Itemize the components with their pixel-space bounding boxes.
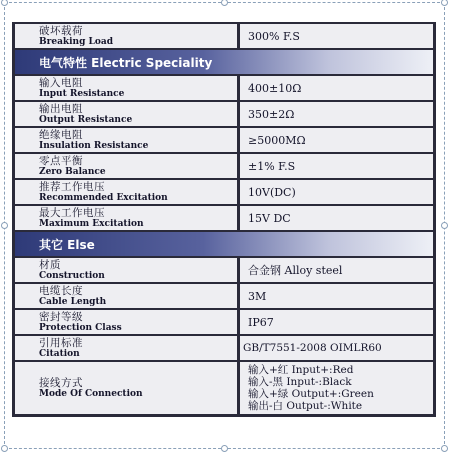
label-chinese: 接线方式 <box>39 376 83 389</box>
table-row <box>15 336 433 360</box>
label-english: Citation <box>39 348 80 359</box>
label-chinese: 零点平衡 <box>39 154 83 167</box>
label-chinese: 输出电阻 <box>39 102 83 115</box>
row-value: 合金钢 Alloy steel <box>240 258 433 282</box>
row-label <box>15 206 237 230</box>
label-chinese: 绝缘电阻 <box>39 128 83 141</box>
row-label <box>15 24 237 48</box>
table-row-connection <box>15 362 433 414</box>
row-value: ±1% F.S <box>240 154 433 178</box>
section-header-electric: 电气特性 Electric Speciality <box>15 50 433 74</box>
label-chinese: 最大工作电压 <box>39 206 105 219</box>
table-row <box>15 24 433 48</box>
label-english: Protection Class <box>39 322 122 333</box>
label-chinese: 引用标准 <box>39 336 83 349</box>
resize-handle-middle-left[interactable] <box>1 222 8 229</box>
row-label <box>15 310 237 334</box>
row-value: 10V(DC) <box>240 180 433 204</box>
label-chinese: 推荐工作电压 <box>39 180 105 193</box>
connection-line: 输入+红 Input+:Red <box>248 364 354 376</box>
row-value: 400±10Ω <box>240 76 433 100</box>
label-english: Breaking Load <box>39 36 113 47</box>
resize-handle-top-right[interactable] <box>441 0 448 6</box>
label-chinese: 电缆长度 <box>39 284 83 297</box>
connection-values <box>240 362 433 414</box>
table-row <box>15 310 433 334</box>
row-value: 3M <box>240 284 433 308</box>
label-english: Cable Length <box>39 296 107 307</box>
label-chinese: 破坏载荷 <box>39 24 83 37</box>
label-english: Insulation Resistance <box>39 140 149 151</box>
table-row <box>15 180 433 204</box>
row-value: IP67 <box>240 310 433 334</box>
table-row <box>15 258 433 282</box>
table-row <box>15 128 433 152</box>
section-header-else: 其它 Else <box>15 232 433 256</box>
row-label <box>15 128 237 152</box>
connection-line: 输入+绿 Output+:Green <box>248 388 374 400</box>
table-row <box>15 284 433 308</box>
table-row <box>15 76 433 100</box>
label-chinese: 材质 <box>39 258 61 271</box>
label-english: Input Resistance <box>39 88 125 99</box>
row-label <box>15 180 237 204</box>
label-english: Recommended Excitation <box>39 192 168 203</box>
label-chinese: 密封等级 <box>39 310 83 323</box>
resize-handle-middle-right[interactable] <box>441 222 448 229</box>
label-english: Mode Of Connection <box>39 388 143 399</box>
row-label <box>15 76 237 100</box>
row-label <box>15 362 237 414</box>
connection-line: 输入-黑 Input-:Black <box>248 376 352 388</box>
row-value: 15V DC <box>240 206 433 230</box>
row-label <box>15 336 237 360</box>
row-label <box>15 154 237 178</box>
row-value: GB/T7551-2008 OIMLR60 <box>240 336 433 360</box>
row-label <box>15 284 237 308</box>
row-label <box>15 102 237 126</box>
connection-line: 输出-白 Output-:White <box>248 400 363 412</box>
label-english: Output Resistance <box>39 114 133 125</box>
table-row <box>15 154 433 178</box>
table-row <box>15 102 433 126</box>
spec-table <box>12 22 436 417</box>
row-label <box>15 258 237 282</box>
table-row <box>15 206 433 230</box>
label-chinese: 输入电阻 <box>39 76 83 89</box>
label-english: Zero Balance <box>39 166 106 177</box>
row-value: ≥5000MΩ <box>240 128 433 152</box>
row-value: 300% F.S <box>240 24 433 48</box>
label-english: Construction <box>39 270 105 281</box>
row-value: 350±2Ω <box>240 102 433 126</box>
label-english: Maximum Excitation <box>39 218 144 229</box>
